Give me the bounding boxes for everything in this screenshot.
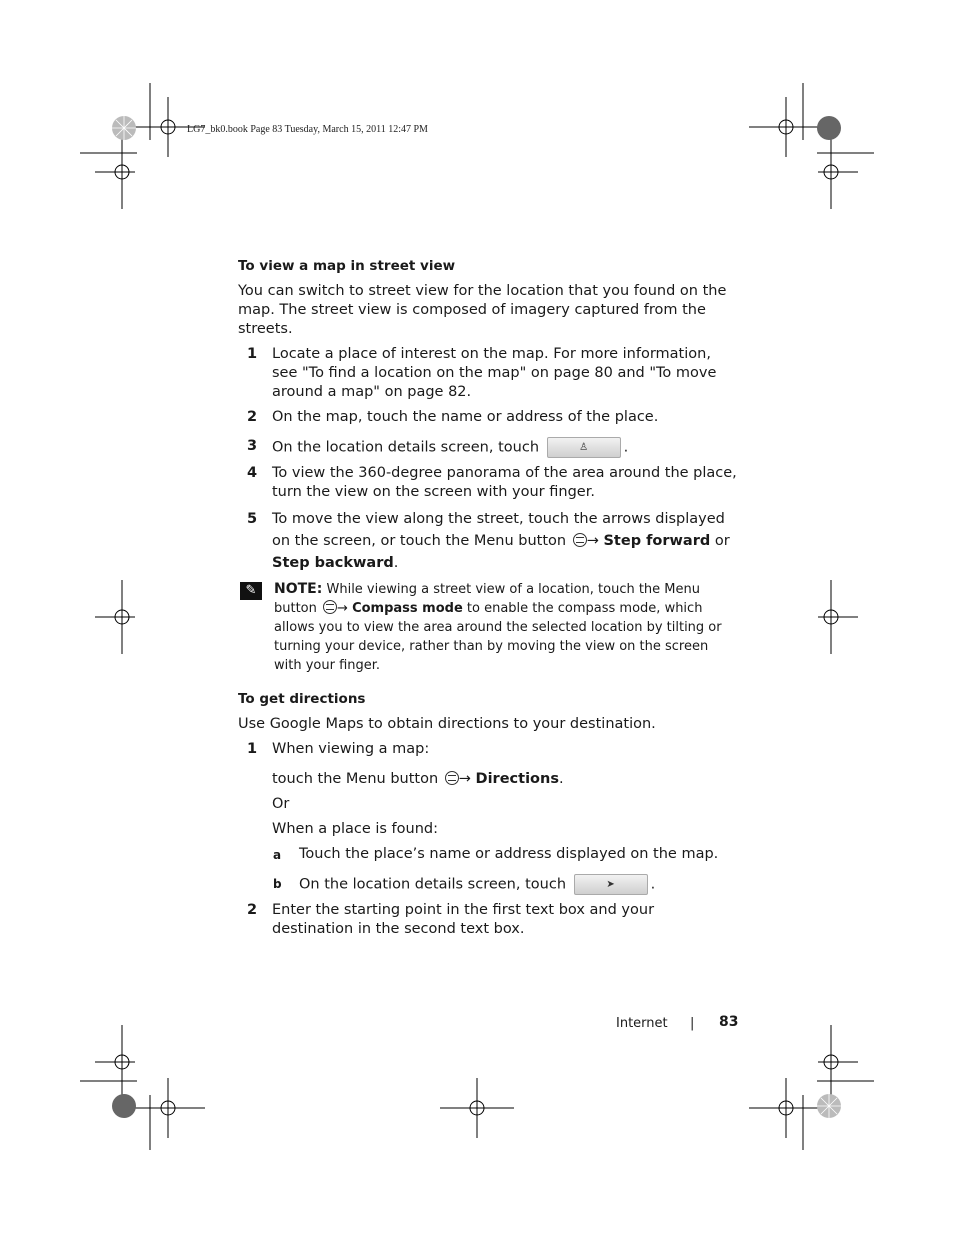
arrow: → <box>458 771 471 787</box>
street-view-button-image <box>547 437 621 458</box>
or-line: Or <box>272 796 290 812</box>
note-text-continued: to enable the compass mode, which allows you to view the area around the selected location by tilting or turning your device, rather than by moving the view on the screen with your finger. <box>274 601 722 673</box>
directions-button-image <box>574 874 648 895</box>
page-number: 83 <box>719 1014 739 1030</box>
pegman-icon: ♙ <box>579 442 589 453</box>
directions-step-2 <box>238 901 738 939</box>
step-forward-label: Step forward <box>603 533 711 549</box>
step-number: 2 <box>247 409 258 425</box>
sub-step-text: Touch the place’s name or address displayed on the map. <box>299 846 719 862</box>
sub-step-text: On the location details screen, touch <box>299 876 567 893</box>
arrow: → <box>586 533 599 549</box>
or-text: or <box>714 533 730 549</box>
step-text: On the map, touch the name or address of the place. <box>272 409 659 425</box>
step-1 <box>238 345 738 402</box>
sub-step-b <box>238 874 738 895</box>
directions-intro: Use Google Maps to obtain directions to your destination. <box>238 716 656 732</box>
directions-step-1 <box>238 740 738 759</box>
when-found-line: When a place is found: <box>272 821 438 837</box>
step-2 <box>238 408 738 427</box>
menu-button-icon <box>573 533 587 547</box>
sub-step-a <box>238 845 738 864</box>
sub-step-letter: a <box>273 848 282 862</box>
punctuation: . <box>393 555 399 571</box>
footer-section-name: Internet <box>616 1016 668 1031</box>
step-number: 5 <box>247 511 258 527</box>
menu-button-icon <box>445 771 459 785</box>
directions-icon: ➤ <box>606 879 615 890</box>
step-backward-label: Step backward <box>272 555 394 571</box>
menu-line-text: touch the Menu button <box>272 771 439 787</box>
note-label: NOTE: <box>274 581 323 597</box>
step-number: 1 <box>247 741 258 757</box>
step-text: When viewing a map: <box>272 741 430 757</box>
punctuation: . <box>650 876 656 893</box>
note-box <box>238 580 738 675</box>
step-number: 4 <box>247 465 258 481</box>
arrow: → <box>337 601 348 616</box>
step-text: Enter the starting point in the first text box and your destination in the second text box. <box>272 902 655 937</box>
section-heading-directions: To get directions <box>238 691 366 707</box>
print-header: LG7_bk0.book Page 83 Tuesday, March 15, 2011 12:47 PM <box>187 124 428 135</box>
menu-button-icon <box>323 600 337 614</box>
section-heading-street-view: To view a map in street view <box>238 258 456 274</box>
note-text: While viewing a street view of a location, touch the Menu button <box>274 582 700 616</box>
street-view-intro: You can switch to street view for the location that you found on the map. The street view is composed of imagery captured from the streets. <box>238 283 727 337</box>
pencil-icon: ✎ <box>240 582 262 600</box>
step-text: Locate a place of interest on the map. For more information, see "To find a location on the map" on page 80 and "To move around a map" on page 82. <box>272 346 717 400</box>
punctuation: . <box>623 439 629 456</box>
compass-mode-label: Compass mode <box>352 601 463 616</box>
punctuation: . <box>558 771 564 787</box>
page-content <box>238 258 738 945</box>
step-text: To view the 360-degree panorama of the area around the place, turn the view on the screen with your finger. <box>272 465 737 500</box>
step-text: To move the view along the street, touch the arrows displayed on the screen, or touch the Menu button <box>272 511 725 549</box>
directions-label: Directions <box>475 771 559 787</box>
menu-directions-line <box>238 770 738 789</box>
step-3 <box>238 437 738 458</box>
footer-separator: | <box>690 1016 695 1031</box>
step-number: 1 <box>247 346 258 362</box>
step-number: 3 <box>247 438 258 454</box>
step-4 <box>238 464 738 502</box>
step-number: 2 <box>247 902 258 918</box>
step-5 <box>238 508 738 574</box>
step-text: On the location details screen, touch <box>272 439 540 456</box>
sub-step-letter: b <box>273 877 282 891</box>
